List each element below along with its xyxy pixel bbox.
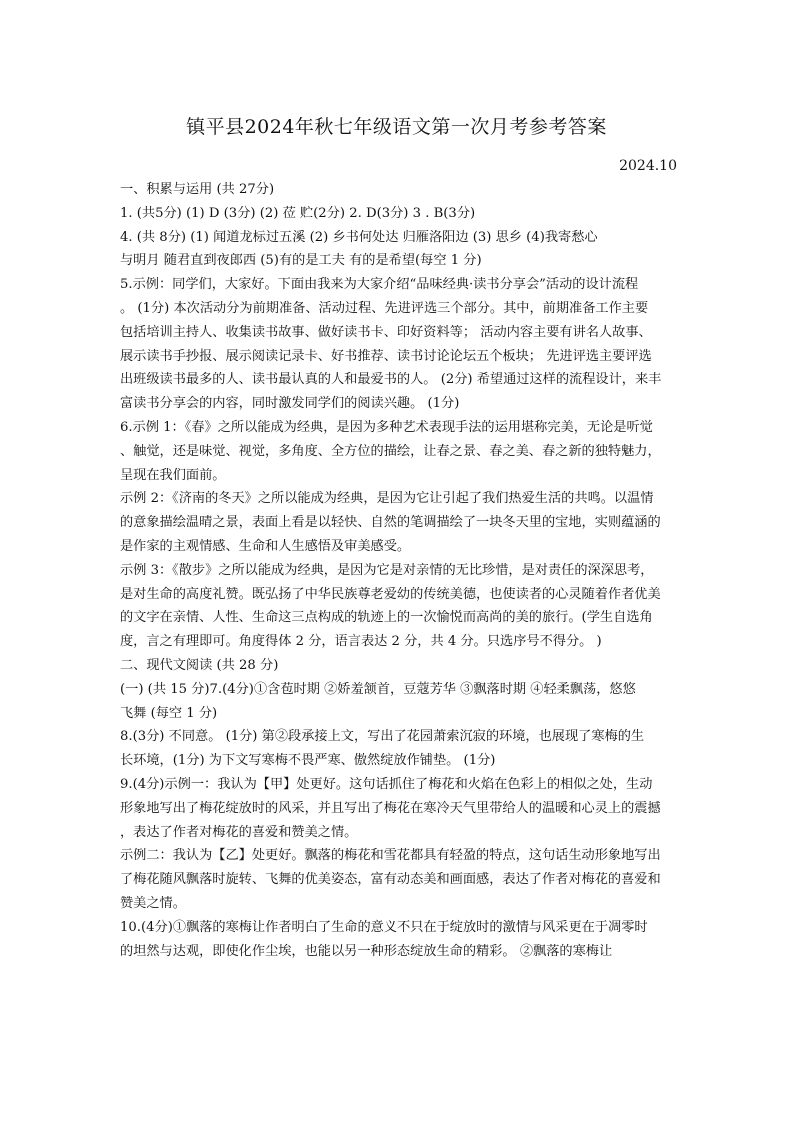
text-line: 长环境，(1分) 为下文写寒梅不畏严寒、傲然绽放作铺垫。 (1分) <box>120 753 496 769</box>
page-title: 镇平县2024年秋七年级语文第一次月考参考答案 <box>186 116 607 138</box>
text-line: 1. (共5分) (1) D (3分) (2) 莅 贮(2分) 2. D(3分) 3 . B(3分) <box>120 205 476 221</box>
text-line: 示例二：我认为【乙】处更好。飘落的梅花和雪花都具有轻盈的特点，这句话生动形象地写出 <box>120 848 661 864</box>
text-line: 包括培训主持人、收集读书故事、做好读书卡、印好资料等； 活动内容主要有讲名人故事、 <box>120 324 652 340</box>
text-line: 是作家的主观情感、生命和人生感悟及审美感受。 <box>120 538 411 554</box>
text-line: 的文字在亲情、人性、生命这三点构成的轨迹上的一次愉悦而高尚的美的旅行。(学生自选角 <box>120 610 653 626</box>
text-line: 一、积累与运用 (共 27分) <box>120 182 275 197</box>
text-line: 了梅花随风飘落时旋转、飞舞的优美姿态，富有动态美和画面感，表达了作者对梅花的喜爱和 <box>120 872 661 888</box>
text-line: 8.(3分) 不同意。 (1分) 第②段承接上文，写出了花园萧索沉寂的环境，也展现了寒梅的生 <box>120 729 645 745</box>
text-line: 赞美之情。 <box>120 895 186 911</box>
text-line: 4. (共 8分) (1) 闻道龙标过五溪 (2) 乡书何处达 归雁洛阳边 (3) 思乡 (4)我寄愁心 <box>120 229 598 245</box>
text-line: 。 (1分) 本次活动分为前期准备、活动过程、先进评选三个部分。其中，前期准备工作主要 <box>120 300 649 316</box>
text-line: 9.(4分)示例一：我认为【甲】处更好。这句话抓住了梅花和火焰在色彩上的相似之处，生动 <box>120 776 653 792</box>
text-line: ，表达了作者对梅花的喜爱和赞美之情。 <box>120 824 358 840</box>
text-line: 二、现代文阅读 (共 28 分) <box>120 657 279 673</box>
text-line: 展示读书手抄报、展示阅读记录卡、好书推荐、读书讨论论坛五个板块； 先进评选主要评选 <box>120 348 652 364</box>
text-line: 出班级读书最多的人、读书最认真的人和最爱书的人。 (2分) 希望通过这样的流程设计，来丰 <box>120 372 662 388</box>
text-line: 形象地写出了梅花绽放时的风采，并且写出了梅花在寒冷天气里带给人的温暖和心灵上的震撼 <box>120 800 661 816</box>
text-line: 、触觉，还是味觉、视觉，多角度、全方位的描绘，让春之景、春之美、春之新的独特魅力， <box>120 443 661 459</box>
text-line: 6.示例 1：《春》之所以能成为经典，是因为多种艺术表现手法的运用堪称完美，无论是听觉 <box>120 419 653 435</box>
text-line: 呈现在我们面前。 <box>120 467 226 483</box>
text-line: 10.(4分)①飘落的寒梅让作者明白了生命的意义不只在于绽放时的激情与风采更在于凋零时 <box>120 919 648 935</box>
answer-body <box>120 178 680 963</box>
text-line: 示例 2：《济南的冬天》之所以能成为经典，是因为它让引起了我们热爱生活的共鸣。以温情 <box>120 491 654 507</box>
text-line: 富读书分享会的内容，同时激发同学们的阅读兴趣。 (1分) <box>120 396 460 412</box>
text-line: 是对生命的高度礼赞。既弘扬了中华民族尊老爱幼的传统美德，也使读者的心灵随着作者优美 <box>120 586 661 602</box>
text-line: 与明月 随君直到夜郎西 (5)有的是工夫 有的是希望(每空 1 分) <box>120 253 482 269</box>
text-line: 的意象描绘温晴之景，表面上看是以轻快、自然的笔调描绘了一块冬天里的宝地，实则蕴涵的 <box>120 515 661 531</box>
text-line: 示例 3：《散步》之所以能成为经典，是因为它是对亲情的无比珍惜，是对责任的深深思考， <box>120 562 654 578</box>
text-line: 5.示例：同学们，大家好。下面由我来为大家介绍“品味经典·读书分享会”活动的设计流程 <box>120 277 639 293</box>
text-line: 度，言之有理即可。角度得体 2 分，语言表达 2 分，共 4 分。只选序号不得分。 ) <box>120 634 602 650</box>
text-line: 的坦然与达观，即使化作尘埃，也能以另一种形态绽放生命的精彩。 ②飘落的寒梅让 <box>120 943 613 959</box>
text-line: 飞舞 (每空 1 分) <box>120 705 218 721</box>
document-date: 2024.10 <box>619 158 677 174</box>
text-line: (一) (共 15 分)7.(4分)①含苞时期 ②娇羞颔首，豆蔻芳华 ③飘落时期 ④轻柔飘荡，悠悠 <box>120 681 636 697</box>
